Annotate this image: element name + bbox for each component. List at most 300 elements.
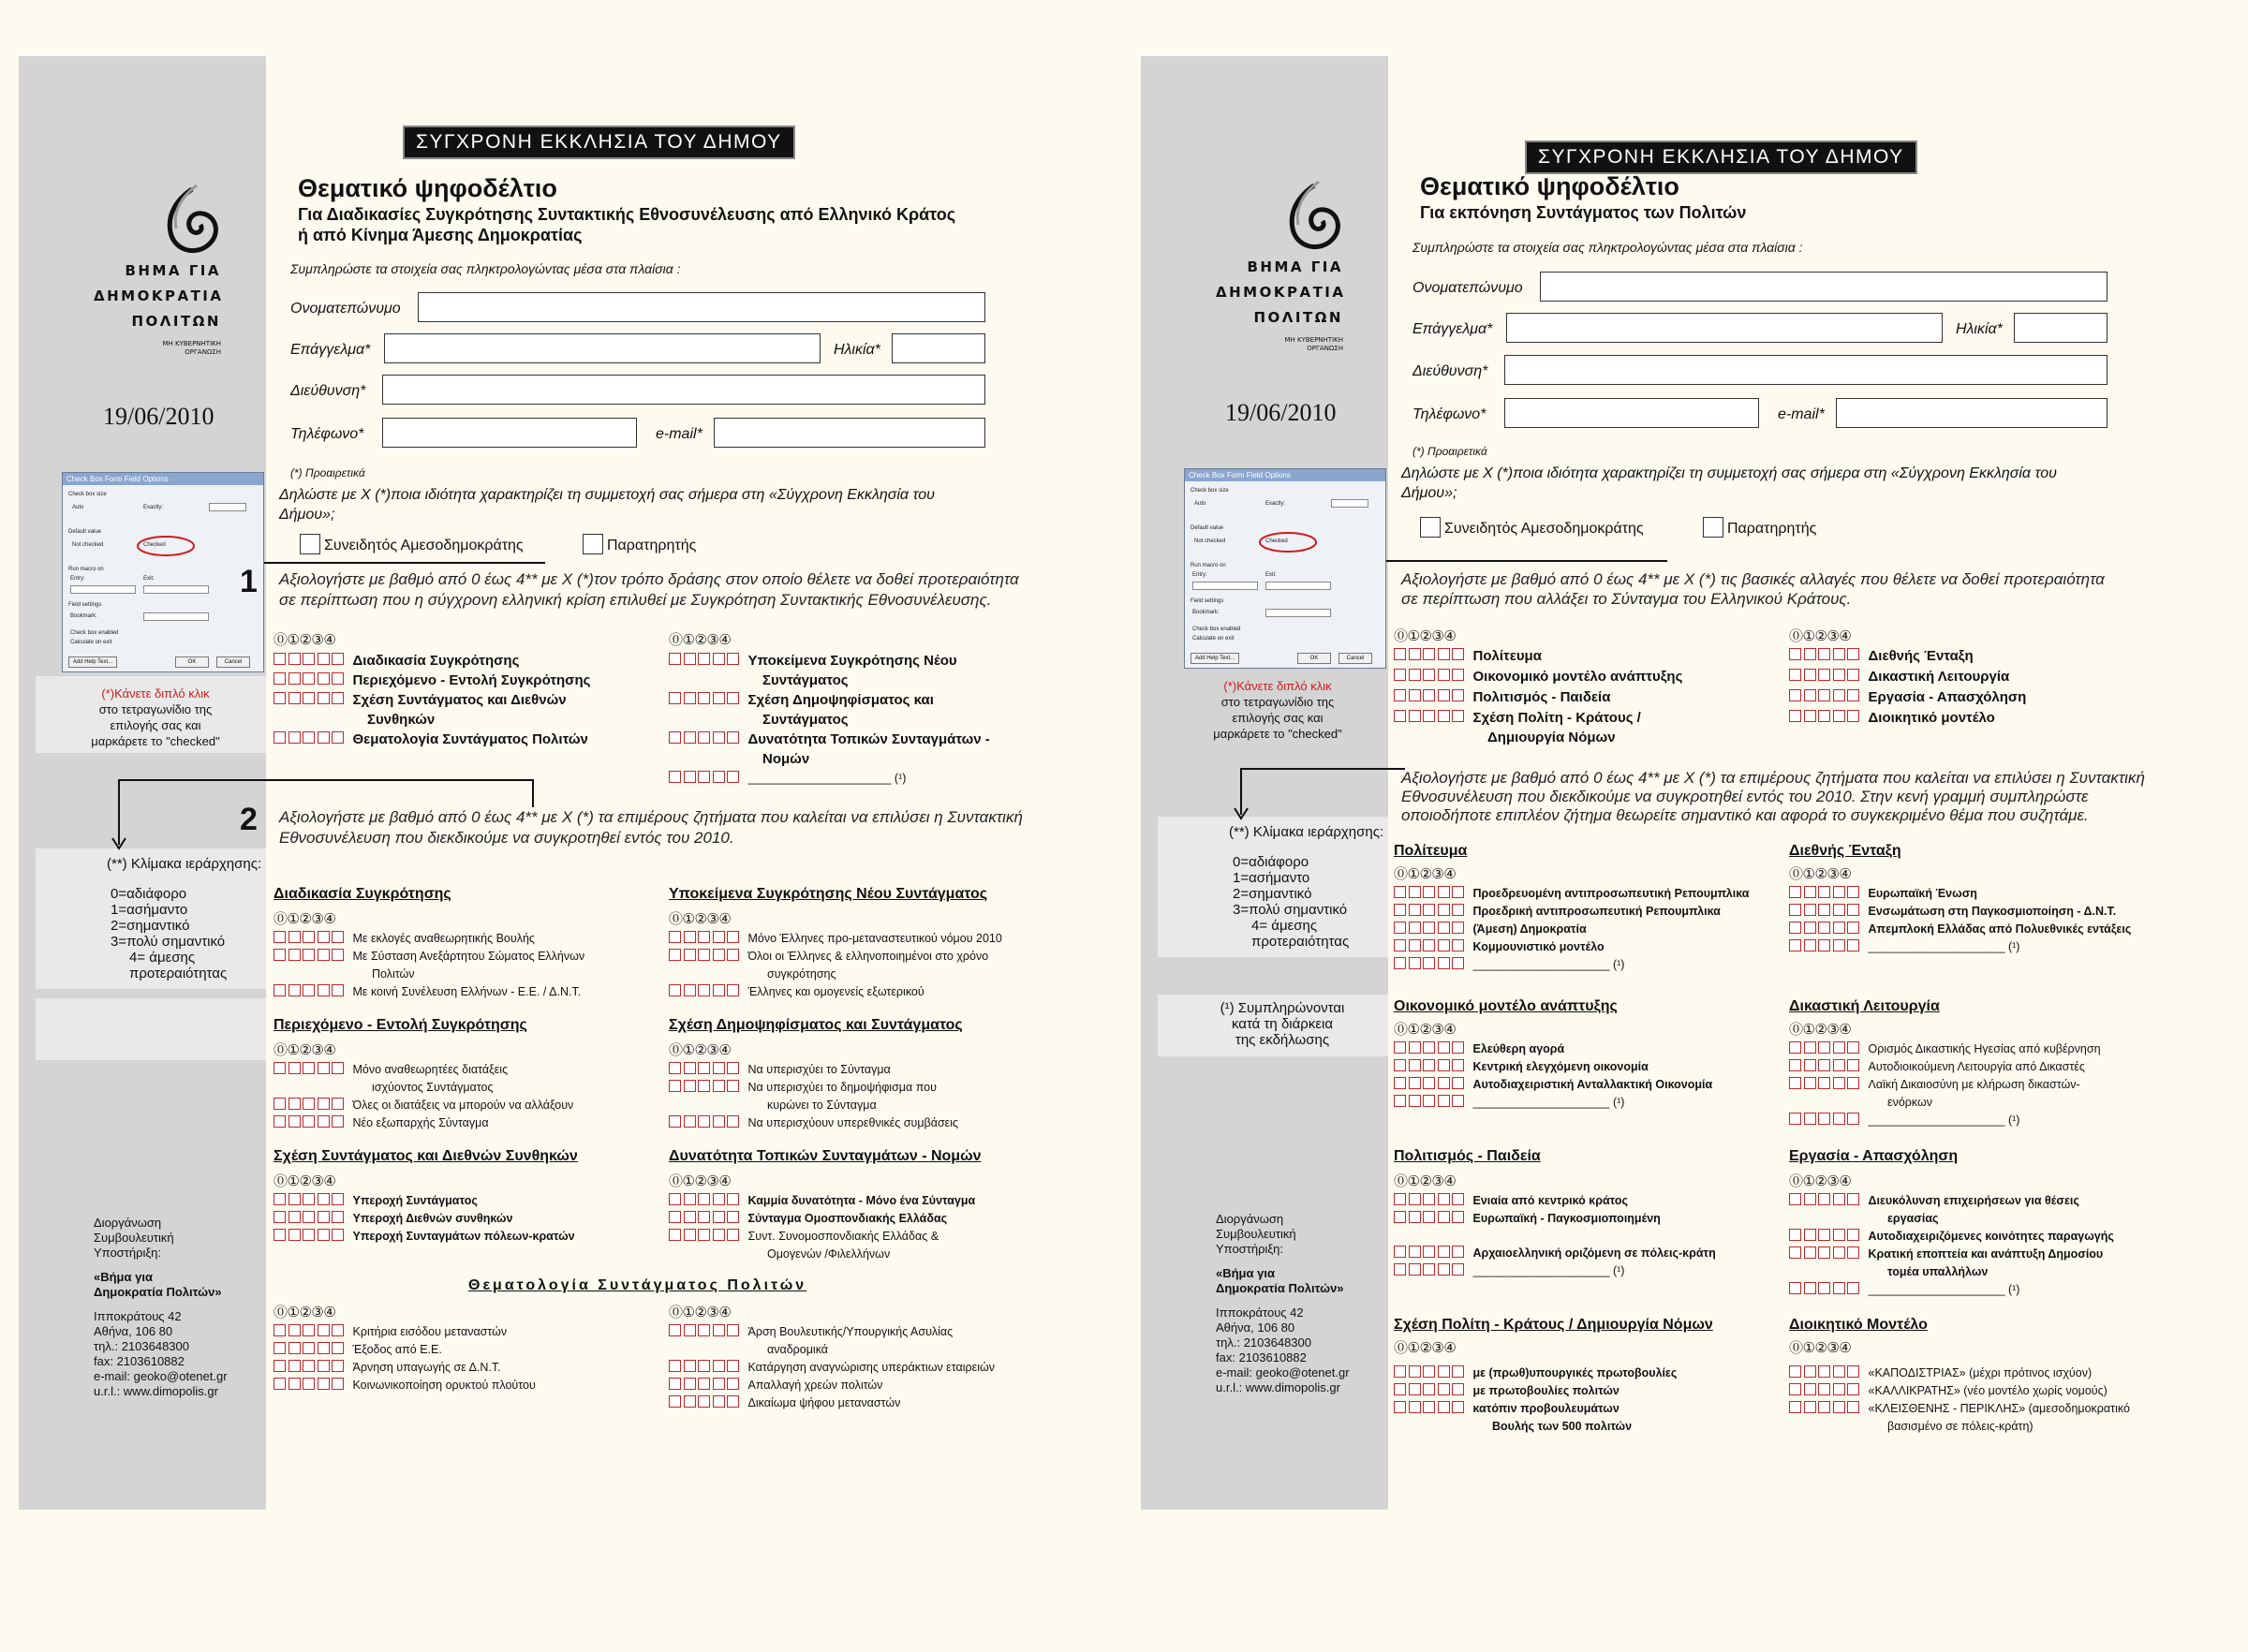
list-item[interactable] bbox=[274, 1098, 573, 1114]
logo-subtext: ΟΡΓΑΝΩΣΗ bbox=[1307, 345, 1343, 352]
list-item[interactable] bbox=[274, 1115, 489, 1131]
question-2-text: οποιοδήποτε επιπλέον ζήτημα θεωρείτε σημαντικό και αφορά το συγκεκριμένο θέμα που συζητάμε. bbox=[1401, 806, 2089, 824]
dialog-exit-input bbox=[1265, 582, 1331, 590]
list-item[interactable] bbox=[1789, 1059, 2085, 1075]
list-item[interactable] bbox=[1789, 1401, 2130, 1417]
list-item[interactable] bbox=[669, 1229, 939, 1245]
connector-line bbox=[1240, 768, 1405, 770]
list-item[interactable] bbox=[1394, 1401, 1619, 1417]
spiral-logo-icon bbox=[159, 182, 225, 262]
item-label: Υπεροχή Συνταγμάτων πόλεων-κρατών bbox=[352, 1230, 575, 1243]
item-label: κυρώνει το Σύνταγμα bbox=[767, 1099, 877, 1112]
item-label: Ευρωπαϊκή - Παγκοσμιοποιημένη bbox=[1472, 1212, 1661, 1225]
item-label: Πολίτευμα bbox=[1472, 648, 1542, 664]
item-label: Κρατική εποπτεία και ανάπτυξη Δημοσίου bbox=[1868, 1247, 2104, 1261]
list-item[interactable] bbox=[1394, 689, 1610, 705]
item-label: (Άμεση) Δημοκρατία bbox=[1472, 922, 1587, 936]
list-item[interactable] bbox=[274, 731, 588, 747]
item-label: Διεθνής Ένταξη bbox=[1868, 648, 1974, 664]
list-item[interactable] bbox=[274, 1378, 536, 1394]
list-item[interactable] bbox=[1394, 669, 1682, 685]
dialog-ok-button: OK bbox=[1297, 653, 1331, 664]
blank-panel bbox=[36, 998, 266, 1060]
org-line: τηλ.: 2103648300 bbox=[1216, 1335, 1312, 1350]
legend-item: 3=πολύ σημαντικό bbox=[1233, 902, 1348, 918]
page-subtitle: Για Διαδικασίες Συγκρότησης Συντακτικής Εθνοσυνέλευσης από Ελληνικό Κράτος bbox=[298, 205, 956, 224]
hint-text bbox=[1169, 678, 1386, 742]
item-label: Μόνο Έλληνες προ-μεταναστευτικού νόμου 2010 bbox=[747, 932, 1002, 945]
item-label: Έλληνες και ομογενείς εξωτερικού bbox=[747, 985, 924, 998]
blank-line: ______________________ (¹) bbox=[747, 772, 907, 785]
rating-scale: ⓪①②③④ bbox=[1394, 1173, 1457, 1189]
item-label: ενόρκων bbox=[1887, 1096, 1932, 1109]
list-item[interactable] bbox=[1394, 939, 1605, 955]
list-item[interactable] bbox=[274, 1211, 512, 1227]
org-line: Δημοκρατία Πολιτών» bbox=[1216, 1281, 1344, 1295]
item-label: Κριτήρια εισόδου μεταναστών bbox=[352, 1325, 508, 1338]
list-item[interactable] bbox=[669, 1193, 975, 1209]
declare-text: Δήμου»; bbox=[1401, 485, 1457, 501]
email-input[interactable] bbox=[714, 418, 985, 448]
role-checkbox-direct-democrat[interactable] bbox=[300, 534, 320, 554]
org-line: Αθήνα, 106 80 bbox=[1216, 1320, 1295, 1335]
dialog-text: Auto bbox=[72, 505, 84, 510]
legend-item: 4= άμεσης bbox=[1251, 918, 1318, 934]
dialog-text: Exit: bbox=[1265, 572, 1277, 578]
list-item[interactable] bbox=[274, 692, 567, 708]
list-item[interactable] bbox=[669, 1062, 891, 1078]
job-label: Επάγγελμα* bbox=[290, 342, 371, 358]
dialog-text: Check box size bbox=[68, 492, 107, 497]
question-1-text: σε περίπτωση που αλλάξει το Σύνταγμα του Ελληνικού Κράτους. bbox=[1401, 590, 1852, 608]
org-line: «Βήμα για bbox=[1216, 1266, 1275, 1280]
dialog-text: Calculate on exit bbox=[1192, 636, 1235, 642]
list-item[interactable] bbox=[1394, 1059, 1649, 1075]
list-item[interactable] bbox=[1789, 1383, 2108, 1399]
list-item[interactable] bbox=[274, 984, 581, 1000]
list-item[interactable] bbox=[669, 1324, 953, 1340]
checkbox-options-dialog bbox=[1184, 468, 1386, 669]
legend-item: 0=αδιάφορο bbox=[111, 886, 187, 902]
question-number: 1 bbox=[240, 564, 258, 599]
email-label: e-mail* bbox=[1778, 406, 1825, 422]
list-item[interactable] bbox=[1394, 1041, 1564, 1057]
phone-input[interactable] bbox=[1504, 398, 1759, 428]
list-item[interactable] bbox=[1789, 1041, 2101, 1057]
dialog-help-button: Add Help Text... bbox=[1191, 653, 1239, 664]
name-input[interactable] bbox=[418, 292, 985, 322]
list-item[interactable] bbox=[1789, 1282, 2019, 1298]
list-item[interactable] bbox=[1789, 689, 2026, 705]
legend-item: 0=αδιάφορο bbox=[1233, 854, 1309, 870]
section-heading: Σχέση Πολίτη - Κράτους / Δημιουργία Νόμων bbox=[1394, 1317, 1713, 1333]
list-item[interactable] bbox=[669, 1080, 937, 1096]
list-item[interactable] bbox=[1394, 957, 1624, 973]
org-line: «Βήμα για bbox=[94, 1270, 153, 1284]
header-banner: ΣΥΓΧΡΟΝΗ ΕΚΚΛΗΣΙΑ ΤΟΥ ΔΗΜΟΥ bbox=[1525, 140, 1917, 174]
item-label: Κατάργηση αναγνώρισης υπεράκτιων εταιρειών bbox=[747, 1361, 995, 1374]
list-item[interactable] bbox=[669, 1115, 958, 1131]
page-title: Θεματικό ψηφοδέλτιο bbox=[1420, 172, 1679, 200]
connector-line bbox=[118, 779, 120, 845]
dialog-entry-input bbox=[70, 585, 136, 594]
section-heading: Διεθνής Ένταξη bbox=[1789, 843, 1901, 859]
list-item[interactable] bbox=[669, 949, 988, 965]
optional-note: (*) Προαιρετικά bbox=[290, 466, 365, 479]
page-title: Θεματικό ψηφοδέλτιο bbox=[298, 174, 557, 202]
item-label: Απαλλαγή χρεών πολιτών bbox=[747, 1379, 883, 1392]
dialog-text: Check box enabled bbox=[70, 630, 119, 636]
list-item[interactable] bbox=[274, 1360, 501, 1376]
role-checkbox-direct-democrat[interactable] bbox=[1420, 517, 1441, 538]
item-label: Απεμπλοκή Ελλάδας από Πολυεθνικές εντάξεις bbox=[1868, 922, 2132, 936]
connector-line bbox=[532, 779, 534, 807]
legend-item: προτεραιότητας bbox=[1251, 934, 1350, 950]
dialog-text: Run macro on bbox=[68, 567, 104, 572]
item-label: Άρση Βουλευτικής/Υπουργικής Ασυλίας bbox=[747, 1325, 954, 1338]
dialog-title: Check Box Form Field Options bbox=[1185, 469, 1385, 481]
rating-scale: ⓪①②③④ bbox=[1394, 1339, 1457, 1356]
phone-input[interactable] bbox=[382, 418, 637, 448]
dialog-title: Check Box Form Field Options bbox=[63, 473, 263, 485]
item-label: Με κοινή Συνέλευση Ελλήνων - Ε.Ε. / Δ.Ν.Τ. bbox=[352, 985, 582, 998]
header-banner: ΣΥΓΧΡΟΝΗ ΕΚΚΛΗΣΙΑ ΤΟΥ ΔΗΜΟΥ bbox=[403, 125, 795, 159]
item-label: ισχύοντος Συντάγματος bbox=[372, 1081, 494, 1094]
rating-scale: ⓪①②③④ bbox=[1789, 1021, 1852, 1038]
hint-line: μαρκάρετε το "checked" bbox=[91, 734, 220, 748]
age-input[interactable] bbox=[2014, 313, 2108, 343]
item-label: Αρχαιοελληνική οριζόμενη σε πόλεις-κράτη bbox=[1472, 1246, 1716, 1260]
list-item[interactable] bbox=[669, 731, 990, 747]
list-item[interactable] bbox=[1789, 904, 2116, 920]
dialog-text: Auto bbox=[1194, 501, 1206, 507]
dialog-text: Not checked bbox=[1194, 538, 1226, 544]
address-label: Διεύθυνση* bbox=[290, 383, 366, 399]
item-label: κατόπιν προβουλευμάτων bbox=[1472, 1402, 1619, 1415]
list-item[interactable] bbox=[1789, 648, 1974, 664]
list-item[interactable] bbox=[1394, 1095, 1624, 1111]
rating-scale: ⓪①②③④ bbox=[1394, 1021, 1457, 1038]
item-label: Προεδρική αντιπροσωπευτική Ρεπουμπλικα bbox=[1472, 905, 1721, 918]
section-heading: Διοικητικό Μοντέλο bbox=[1789, 1317, 1928, 1333]
role-label: Παρατηρητής bbox=[607, 538, 697, 553]
organizer-info bbox=[94, 1216, 228, 1399]
rating-scale: ⓪①②③④ bbox=[274, 1304, 336, 1320]
item-label: Ελεύθερη αγορά bbox=[1472, 1042, 1565, 1055]
dialog-text: Field settings bbox=[1191, 598, 1224, 604]
list-item[interactable] bbox=[1789, 1113, 2019, 1128]
role-label: Συνειδητός Αμεσοδημοκράτης bbox=[1444, 521, 1644, 537]
item-label: Συντάγματος bbox=[762, 672, 849, 688]
list-item[interactable] bbox=[1394, 1263, 1624, 1279]
dialog-size-input bbox=[1331, 499, 1368, 508]
item-label: βασισμένο σε πόλεις-κράτη) bbox=[1887, 1420, 2034, 1433]
question-2-text: Εθνοσυνέλευση που διεκδικούμε να συγκροτηθεί εντός του 2010. Στην κενή γραμμή συμπληρώστε bbox=[1401, 788, 2089, 805]
item-label: Όλες οι διατάξεις να μπορούν να αλλάξουν bbox=[352, 1099, 574, 1112]
item-label: Υπεροχή Συντάγματος bbox=[352, 1194, 478, 1207]
org-line: Διοργάνωση bbox=[1216, 1212, 1284, 1226]
rating-scale: ⓪①②③④ bbox=[1394, 627, 1457, 644]
item-label: Αυτοδιαχειριζόμενες κοινότητες παραγωγής bbox=[1868, 1230, 2114, 1243]
list-item[interactable] bbox=[274, 672, 590, 688]
legend-title: (**) Κλίμακα ιεράρχησης: bbox=[1229, 824, 1384, 840]
list-item[interactable] bbox=[1789, 1193, 2079, 1209]
legend-list bbox=[1233, 854, 1349, 950]
footnote-line: της εκδήλωσης bbox=[1235, 1032, 1330, 1048]
section-heading: Θεματολογία Συντάγματος Πολιτών bbox=[468, 1277, 807, 1293]
section-heading: Περιεχόμενο - Εντολή Συγκρότησης bbox=[274, 1017, 527, 1033]
list-item[interactable] bbox=[669, 931, 1002, 947]
item-label: Ευρωπαϊκή Ένωση bbox=[1868, 887, 1977, 900]
list-item[interactable] bbox=[669, 1360, 995, 1376]
item-label: Δημιουργία Νόμων bbox=[1487, 730, 1616, 745]
list-item[interactable] bbox=[1394, 1077, 1712, 1093]
list-item[interactable] bbox=[1789, 1246, 2103, 1262]
legend-item: προτεραιότητας bbox=[129, 966, 228, 981]
item-label: Δικαίωμα ψήφου μεταναστών bbox=[747, 1396, 901, 1409]
item-label: συγκρότησης bbox=[767, 967, 836, 981]
dialog-help-button: Add Help Text... bbox=[68, 656, 117, 668]
org-line: fax: 2103610882 bbox=[1216, 1350, 1307, 1364]
list-item[interactable] bbox=[1394, 1193, 1628, 1209]
form-instructions: Συμπληρώστε τα στοιχεία σας πληκτρολογώντας μέσα στα πλαίσια : bbox=[1412, 240, 1803, 255]
legend-item: 1=ασήμαντο bbox=[1233, 870, 1310, 886]
item-label: «ΚΛΕΙΣΘΕΝΗΣ - ΠΕΡΙΚΛΗΣ» (αμεσοδημοκρατικό bbox=[1868, 1402, 2130, 1415]
checked-highlight-icon bbox=[136, 535, 196, 557]
list-item[interactable] bbox=[1394, 1365, 1677, 1381]
list-item[interactable] bbox=[669, 1211, 947, 1227]
optional-note: (*) Προαιρετικά bbox=[1412, 445, 1487, 458]
list-item[interactable] bbox=[669, 1395, 900, 1411]
item-label: Λαϊκή Δικαιοσύνη με κλήρωση δικαστών- bbox=[1868, 1078, 2080, 1091]
role-label: Συνειδητός Αμεσοδημοκράτης bbox=[324, 538, 524, 553]
org-line: u.r.l.: www.dimopolis.gr bbox=[1216, 1380, 1340, 1394]
footnote-line: κατά τη διάρκεια bbox=[1231, 1016, 1334, 1032]
list-item[interactable] bbox=[274, 949, 584, 965]
dialog-text: Bookmark: bbox=[1192, 610, 1220, 615]
item-label: Σχέση Πολίτη - Κράτους / bbox=[1472, 710, 1641, 726]
age-input[interactable] bbox=[892, 333, 985, 363]
hint-line: στο τετραγωνίδιο της bbox=[1220, 695, 1335, 709]
list-item[interactable] bbox=[1789, 1229, 2114, 1245]
section-heading: Δικαστική Λειτουργία bbox=[1789, 998, 1940, 1014]
list-item[interactable] bbox=[1789, 922, 2131, 937]
item-label: Συντ. Συνομοσπονδιακής Ελλάδας & bbox=[747, 1230, 939, 1243]
checked-highlight-icon bbox=[1258, 531, 1318, 553]
item-label: Όλοι οι Έλληνες & ελληνοποιημένοι στο χρόνο bbox=[747, 950, 989, 963]
hint-line: επιλογής σας και bbox=[1232, 711, 1324, 725]
item-label: Ενιαία από κεντρικό κράτος bbox=[1472, 1194, 1628, 1207]
list-item[interactable] bbox=[274, 1324, 507, 1340]
organizer-info bbox=[1216, 1212, 1350, 1395]
dialog-text: Bookmark: bbox=[70, 613, 97, 619]
dialog-text: Exit: bbox=[143, 576, 155, 582]
org-line: Διοργάνωση bbox=[94, 1216, 162, 1230]
logo-text-line: ΒΗΜΑ ΓΙΑ bbox=[1247, 258, 1343, 275]
list-item[interactable] bbox=[1394, 1211, 1661, 1227]
phone-label: Τηλέφωνο* bbox=[290, 426, 364, 442]
item-label: με (πρωθ)υπουργικές πρωτοβουλίες bbox=[1472, 1366, 1678, 1379]
list-item[interactable] bbox=[1394, 922, 1587, 937]
item-label: Κομμουνιστικό μοντέλο bbox=[1472, 940, 1605, 953]
dialog-text: Check box size bbox=[1191, 488, 1229, 494]
item-label: Εργασία - Απασχόληση bbox=[1868, 689, 2027, 705]
item-label: Δικαστική Λειτουργία bbox=[1868, 669, 2010, 685]
dialog-text: Check box enabled bbox=[1192, 627, 1241, 632]
list-item[interactable] bbox=[274, 931, 535, 947]
item-label: αναδρομικά bbox=[767, 1343, 829, 1356]
section-heading: Δυνατότητα Τοπικών Συνταγμάτων - Νομών bbox=[669, 1148, 982, 1164]
item-label: Δυνατότητα Τοπικών Συνταγμάτων - bbox=[747, 731, 990, 747]
list-item[interactable] bbox=[669, 984, 924, 1000]
role-checkbox-observer[interactable] bbox=[583, 534, 603, 554]
hint-line: (*)Κάνετε διπλό κλικ bbox=[1223, 679, 1332, 693]
list-item[interactable] bbox=[669, 653, 957, 669]
item-label: Διαδικασία Συγκρότησης bbox=[352, 653, 520, 669]
event-date: 19/06/2010 bbox=[1225, 399, 1337, 426]
list-item[interactable] bbox=[1394, 1246, 1716, 1261]
declare-text: Δηλώστε με X (*)ποια ιδιότητα χαρακτηρίζει τη συμμετοχή σας σήμερα στη «Σύγχρονη Εκκλησία του bbox=[279, 487, 935, 503]
org-line: Συμβουλευτική bbox=[94, 1231, 174, 1245]
list-item[interactable] bbox=[274, 653, 519, 669]
item-label: εργασίας bbox=[1887, 1212, 1939, 1225]
list-item[interactable] bbox=[1789, 886, 1977, 902]
dialog-bookmark-input bbox=[143, 612, 209, 621]
name-label: Ονοματεπώνυμο bbox=[1412, 280, 1523, 296]
hint-text bbox=[47, 686, 264, 749]
rating-scale: ⓪①②③④ bbox=[1789, 1173, 1852, 1189]
item-label: Σχέση Συντάγματος και Διεθνών bbox=[352, 692, 567, 708]
list-item[interactable] bbox=[669, 1378, 882, 1394]
section-heading: Οικονομικό μοντέλο ανάπτυξης bbox=[1394, 998, 1618, 1014]
section-heading: Πολίτευμα bbox=[1394, 843, 1468, 859]
item-label: Να υπερισχύει το δημοψήφισμα που bbox=[747, 1081, 937, 1094]
org-line: Ιπποκράτους 42 bbox=[94, 1309, 182, 1323]
list-item[interactable] bbox=[274, 1229, 575, 1245]
item-label: Νέο εξωπαρχής Σύνταγμα bbox=[352, 1116, 489, 1129]
page-subtitle: ή από Κίνημα Άμεσης Δημοκρατίας bbox=[298, 226, 583, 244]
section-heading: Διαδικασία Συγκρότησης bbox=[274, 886, 451, 902]
list-item[interactable] bbox=[1394, 886, 1749, 902]
job-input[interactable] bbox=[384, 333, 821, 363]
dialog-text: Not checked bbox=[72, 542, 104, 548]
declare-text: Δηλώστε με X (*)ποια ιδιότητα χαρακτηρίζει τη συμμετοχή σας σήμερα στη «Σύγχρονη Εκκλησία του bbox=[1401, 465, 2057, 481]
hint-line: μαρκάρετε το "checked" bbox=[1213, 727, 1342, 741]
list-item[interactable] bbox=[1789, 1365, 2092, 1381]
dialog-exit-input bbox=[143, 585, 209, 594]
item-label: τομέα υπαλλήλων bbox=[1887, 1265, 1989, 1278]
blank-line: _____________________ (¹) bbox=[1472, 958, 1625, 971]
list-item[interactable] bbox=[669, 692, 934, 708]
dialog-text: Checked bbox=[143, 542, 166, 548]
item-label: Πολιτών bbox=[372, 967, 415, 981]
rating-scale: ⓪①②③④ bbox=[1789, 1339, 1852, 1356]
rating-scale: ⓪①②③④ bbox=[669, 910, 732, 927]
dialog-text: Entry: bbox=[1192, 572, 1207, 578]
blank-line: _____________________ (¹) bbox=[1868, 1114, 2020, 1127]
legend-item: 2=σημαντικό bbox=[111, 918, 190, 934]
list-item[interactable] bbox=[1394, 1383, 1619, 1399]
list-item[interactable] bbox=[1789, 669, 2009, 685]
phone-label: Τηλέφωνο* bbox=[1412, 406, 1486, 422]
dialog-text: Exactly: bbox=[143, 505, 164, 510]
list-item[interactable] bbox=[274, 1062, 508, 1078]
list-item[interactable] bbox=[1789, 939, 2019, 955]
rating-scale: ⓪①②③④ bbox=[1789, 627, 1852, 644]
item-label: Σύνταγμα Ομοσπονδιακής Ελλάδας bbox=[747, 1212, 948, 1225]
list-item[interactable] bbox=[274, 1342, 442, 1358]
connector-line bbox=[1386, 560, 1667, 562]
question-2-text: Εθνοσυνέλευση που διεκδικούμε να συγκροτηθεί εντός του 2010. bbox=[279, 829, 734, 847]
section-heading: Πολιτισμός - Παιδεία bbox=[1394, 1148, 1541, 1164]
rating-scale: ⓪①②③④ bbox=[669, 1173, 732, 1189]
event-date: 19/06/2010 bbox=[103, 403, 214, 430]
logo-text-line: ΠΟΛΙΤΩΝ bbox=[131, 313, 221, 330]
section-heading: Σχέση Συντάγματος και Διεθνών Συνθηκών bbox=[274, 1148, 578, 1164]
org-line: Συμβουλευτική bbox=[1216, 1227, 1296, 1241]
dialog-text: Default value bbox=[1191, 525, 1224, 531]
section-heading: Σχέση Δημοψηφίσματος και Συντάγματος bbox=[669, 1017, 963, 1033]
item-label: Άρνηση υπαγωγής σε Δ.Ν.Τ. bbox=[352, 1361, 501, 1374]
address-input[interactable] bbox=[1504, 355, 2108, 385]
item-label: Κεντρική ελεγχόμενη οικονομία bbox=[1472, 1060, 1649, 1073]
item-label: «ΚΑΛΛΙΚΡΑΤΗΣ» (νέο μοντέλο χωρίς νομούς) bbox=[1868, 1384, 2108, 1397]
list-item[interactable] bbox=[274, 1193, 478, 1209]
footnote-line: (¹) Συμπληρώνονται bbox=[1220, 1000, 1345, 1016]
list-item[interactable] bbox=[1394, 904, 1721, 920]
job-input[interactable] bbox=[1506, 313, 1943, 343]
list-item[interactable] bbox=[1394, 710, 1641, 726]
item-label: Οικονομικό μοντέλο ανάπτυξης bbox=[1472, 669, 1683, 685]
dialog-cancel-button: Cancel bbox=[216, 656, 250, 668]
list-item[interactable] bbox=[669, 771, 906, 787]
list-item[interactable] bbox=[1789, 710, 1995, 726]
list-item[interactable] bbox=[1789, 1077, 2080, 1093]
form-instructions: Συμπληρώστε τα στοιχεία σας πληκτρολογώντας μέσα στα πλαίσια : bbox=[290, 261, 681, 276]
logo-subtext: ΜΗ ΚΥΒΕΡΝΗΤΙΚΗ bbox=[162, 340, 221, 347]
declare-text: Δήμου»; bbox=[279, 507, 335, 523]
logo-subtext: ΜΗ ΚΥΒΕΡΝΗΤΙΚΗ bbox=[1284, 336, 1343, 344]
address-input[interactable] bbox=[382, 375, 985, 405]
role-checkbox-observer[interactable] bbox=[1703, 517, 1723, 538]
rating-scale: ⓪①②③④ bbox=[274, 910, 336, 927]
item-label: Προεδρευομένη αντιπροσωπευτική Ρεπουμπλικα bbox=[1472, 887, 1750, 900]
connector-line bbox=[118, 779, 532, 781]
dialog-text: Default value bbox=[68, 529, 102, 535]
dialog-entry-input bbox=[1192, 582, 1258, 590]
dialog-text: Exactly: bbox=[1265, 501, 1286, 507]
logo-text-line: ΠΟΛΙΤΩΝ bbox=[1253, 309, 1343, 326]
rating-scale: ⓪①②③④ bbox=[274, 1041, 336, 1058]
list-item[interactable] bbox=[1394, 648, 1542, 664]
rating-scale: ⓪①②③④ bbox=[1394, 865, 1457, 882]
question-1-text: Αξιολογήστε με βαθμό από 0 έως 4** με X (*) τις βασικές αλλαγές που θέλετε να δοθεί προτεραιότητα bbox=[1401, 570, 2105, 588]
section-heading: Εργασία - Απασχόληση bbox=[1789, 1148, 1959, 1164]
item-label: Καμμία δυνατότητα - Μόνο ένα Σύνταγμα bbox=[747, 1194, 976, 1207]
name-input[interactable] bbox=[1540, 272, 2108, 302]
item-label: Περιεχόμενο - Εντολή Συγκρότησης bbox=[352, 672, 591, 688]
dialog-text: Calculate on exit bbox=[70, 640, 112, 645]
org-line: Δημοκρατία Πολιτών» bbox=[94, 1285, 222, 1299]
connector-line bbox=[264, 562, 545, 564]
arrow-down-icon bbox=[111, 837, 126, 850]
dialog-text: Run macro on bbox=[1191, 563, 1226, 568]
legend-title: (**) Κλίμακα ιεράρχησης: bbox=[107, 856, 262, 872]
legend-list bbox=[111, 886, 227, 981]
email-input[interactable] bbox=[1836, 398, 2108, 428]
legend-item: 2=σημαντικό bbox=[1233, 886, 1312, 902]
org-line: Αθήνα, 106 80 bbox=[94, 1324, 173, 1338]
